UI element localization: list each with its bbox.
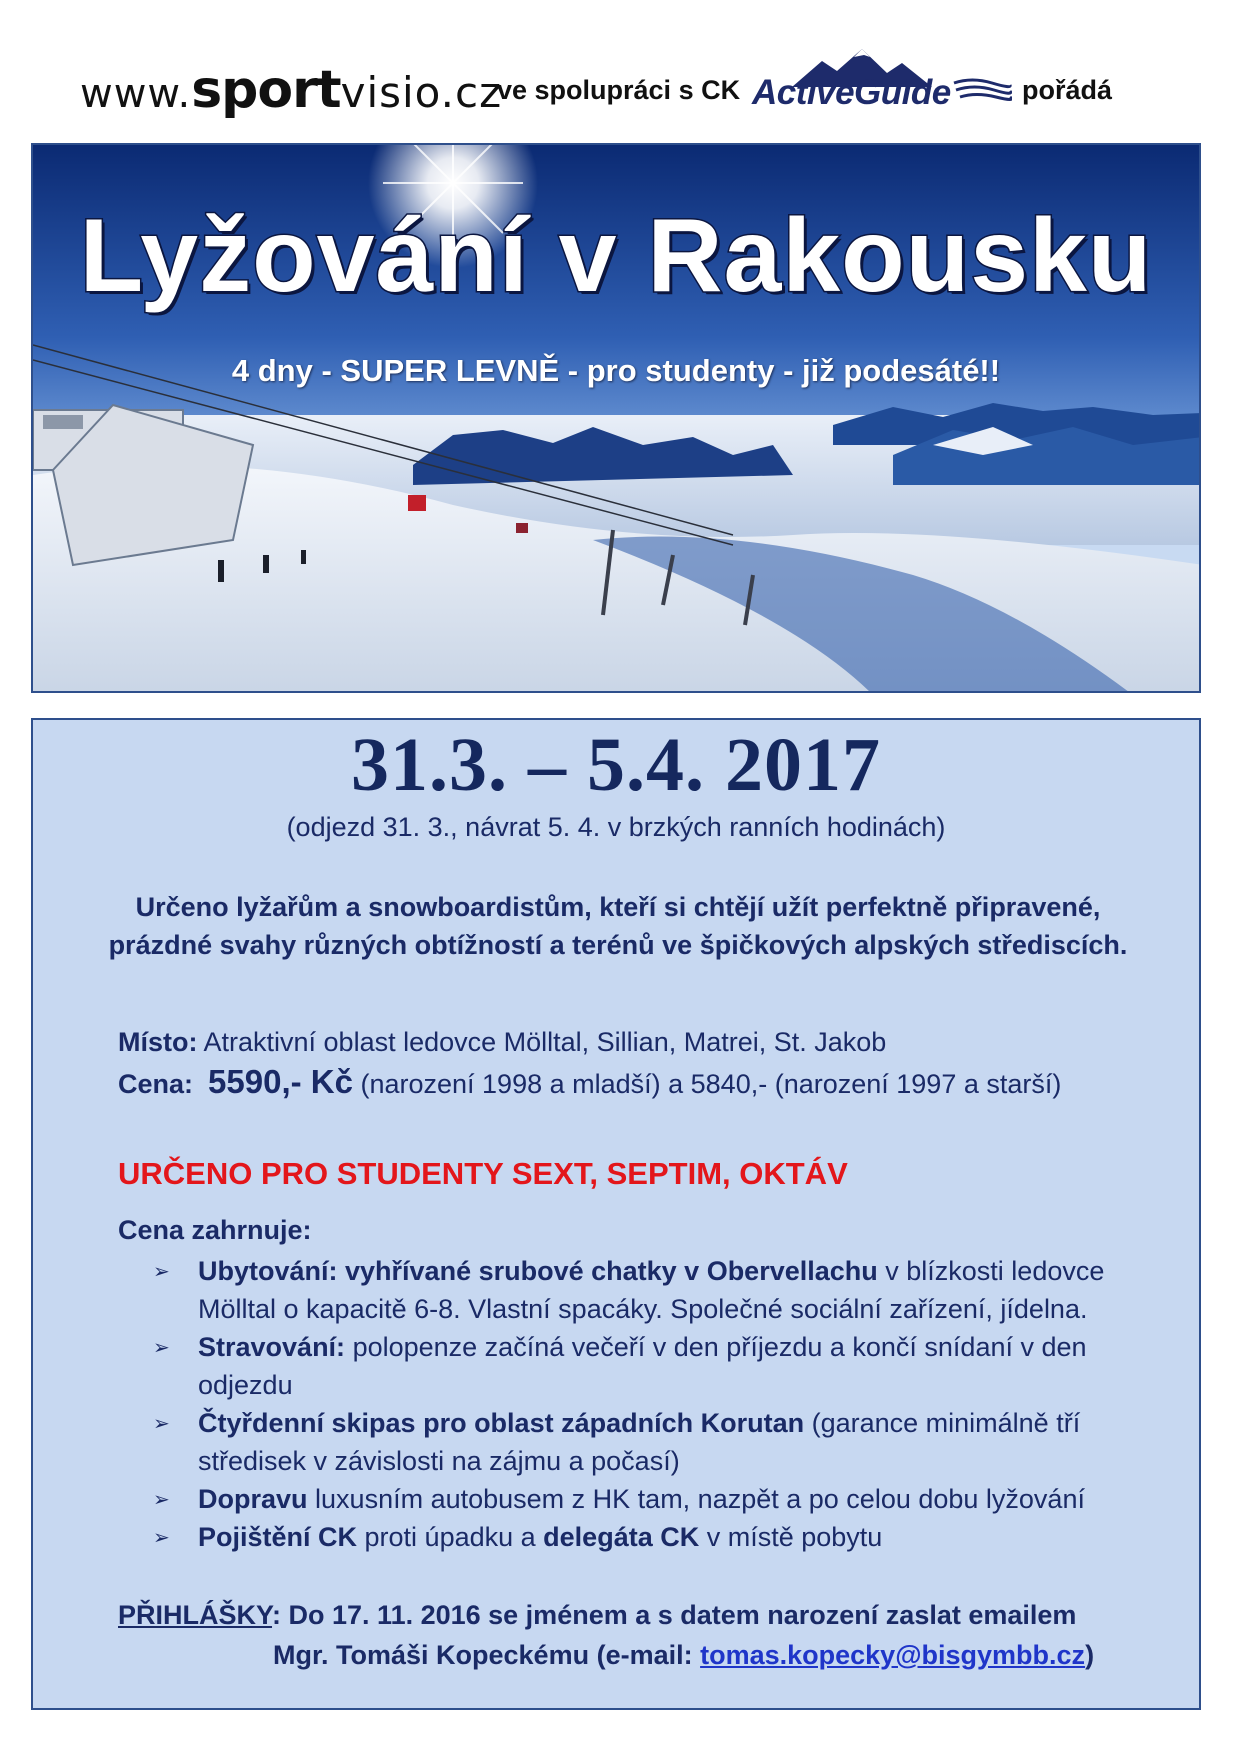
item-bold: Stravování: [198, 1332, 346, 1362]
cooperation-text: ve spolupráci s CK [497, 75, 741, 105]
arrow-bullet-icon: ➢ [153, 1527, 170, 1549]
banner-title: Lyžování v Rakousku [79, 198, 1153, 314]
arrow-bullet-icon: ➢ [153, 1261, 170, 1283]
item-text: polopenze začíná večeří v den příjezdu a končí snídaní v den odjezdu [198, 1332, 1087, 1400]
contact-prefix: Mgr. Tomáši Kopeckému (e-mail: [273, 1640, 701, 1670]
item-text: luxusním autobusem z HK tam, nazpět a po celou dobu lyžování [307, 1484, 1085, 1514]
place-value: Atraktivní oblast ledovce Mölltal, Sillian, Matrei, St. Jakob [197, 1027, 887, 1057]
sportvisio-logo[interactable] [80, 55, 502, 129]
list-item [153, 1252, 1163, 1328]
price-details: (narození 1998 a mladší) a 5840,- (narození 1997 a starší) [352, 1069, 1062, 1099]
list-item [153, 1404, 1163, 1480]
item-bold: Pojištění CK [198, 1522, 358, 1552]
item-text: (garance minimálně tří středisek v závislosti na zájmu a počasí) [198, 1408, 1081, 1476]
site-www: www. [80, 71, 192, 117]
banner-subtitle: 4 dny - SUPER LEVNĚ - pro studenty - již podesáté!! [231, 353, 1001, 388]
target-audience: URČENO PRO STUDENTY SEXT, SEPTIM, OKTÁV [118, 1156, 848, 1191]
price-amount: 5590,- Kč [208, 1063, 353, 1100]
item-text-2: v místě pobytu [699, 1522, 883, 1552]
sponsor-header [0, 55, 1240, 125]
list-item [153, 1328, 1163, 1404]
item-bold: Ubytování: vyhřívané srubové chatky v Obervellachu [198, 1256, 878, 1286]
list-item [153, 1480, 1163, 1518]
arrow-bullet-icon: ➢ [153, 1337, 170, 1359]
info-panel [31, 718, 1201, 1710]
intro-line-1: Určeno lyžařům a snowboardistům, kteří si chtějí užít perfektně připravené, [135, 892, 1101, 922]
applications-deadline: : Do 17. 11. 2016 se jménem a s datem narození zaslat emailem [272, 1600, 1077, 1630]
applications-label: PŘIHLÁŠKY [118, 1600, 273, 1630]
site-sport: sport [191, 60, 341, 120]
place-line [118, 1027, 886, 1058]
item-bold: Dopravu [198, 1484, 308, 1514]
activeguide-text: ActiveGuide [752, 73, 951, 112]
wave-logo-icon [952, 77, 1012, 103]
contact-line [273, 1640, 1094, 1671]
applications-line [118, 1600, 1076, 1631]
activeguide-logo [752, 55, 1002, 125]
item-text: v blízkosti ledovce Mölltal o kapacitě 6-8. Vlastní spacáky. Společné sociální zařízení, jídelna. [198, 1256, 1105, 1324]
includes-list [153, 1252, 1163, 1556]
intro-text [93, 888, 1143, 964]
contact-suffix: ) [1085, 1640, 1095, 1670]
contact-email-link[interactable]: tomas.kopecky@bisgymbb.cz [700, 1640, 1086, 1670]
includes-heading: Cena zahrnuje: [118, 1215, 312, 1245]
price-line [118, 1063, 1061, 1101]
intro-line-2: prázdné svahy různých obtížností a terénů ve špičkových alpských střediscích. [108, 930, 1128, 960]
site-rest: visio.cz [340, 68, 503, 117]
item-bold: Čtyřdenní skipas pro oblast západních Korutan [198, 1408, 805, 1438]
hero-banner [31, 143, 1201, 693]
departure-note: (odjezd 31. 3., návrat 5. 4. v brzkých ranních hodinách) [286, 812, 946, 842]
organizes-text: pořádá [1022, 75, 1113, 105]
list-item [153, 1518, 1163, 1556]
price-label: Cena: [118, 1069, 194, 1099]
item-bold-2: delegáta CK [543, 1522, 700, 1552]
place-label: Místo: [118, 1027, 198, 1057]
arrow-bullet-icon: ➢ [153, 1413, 170, 1435]
item-text: proti úpadku a [357, 1522, 544, 1552]
trip-dates: 31.3. – 5.4. 2017 [351, 723, 881, 807]
arrow-bullet-icon: ➢ [153, 1489, 170, 1511]
